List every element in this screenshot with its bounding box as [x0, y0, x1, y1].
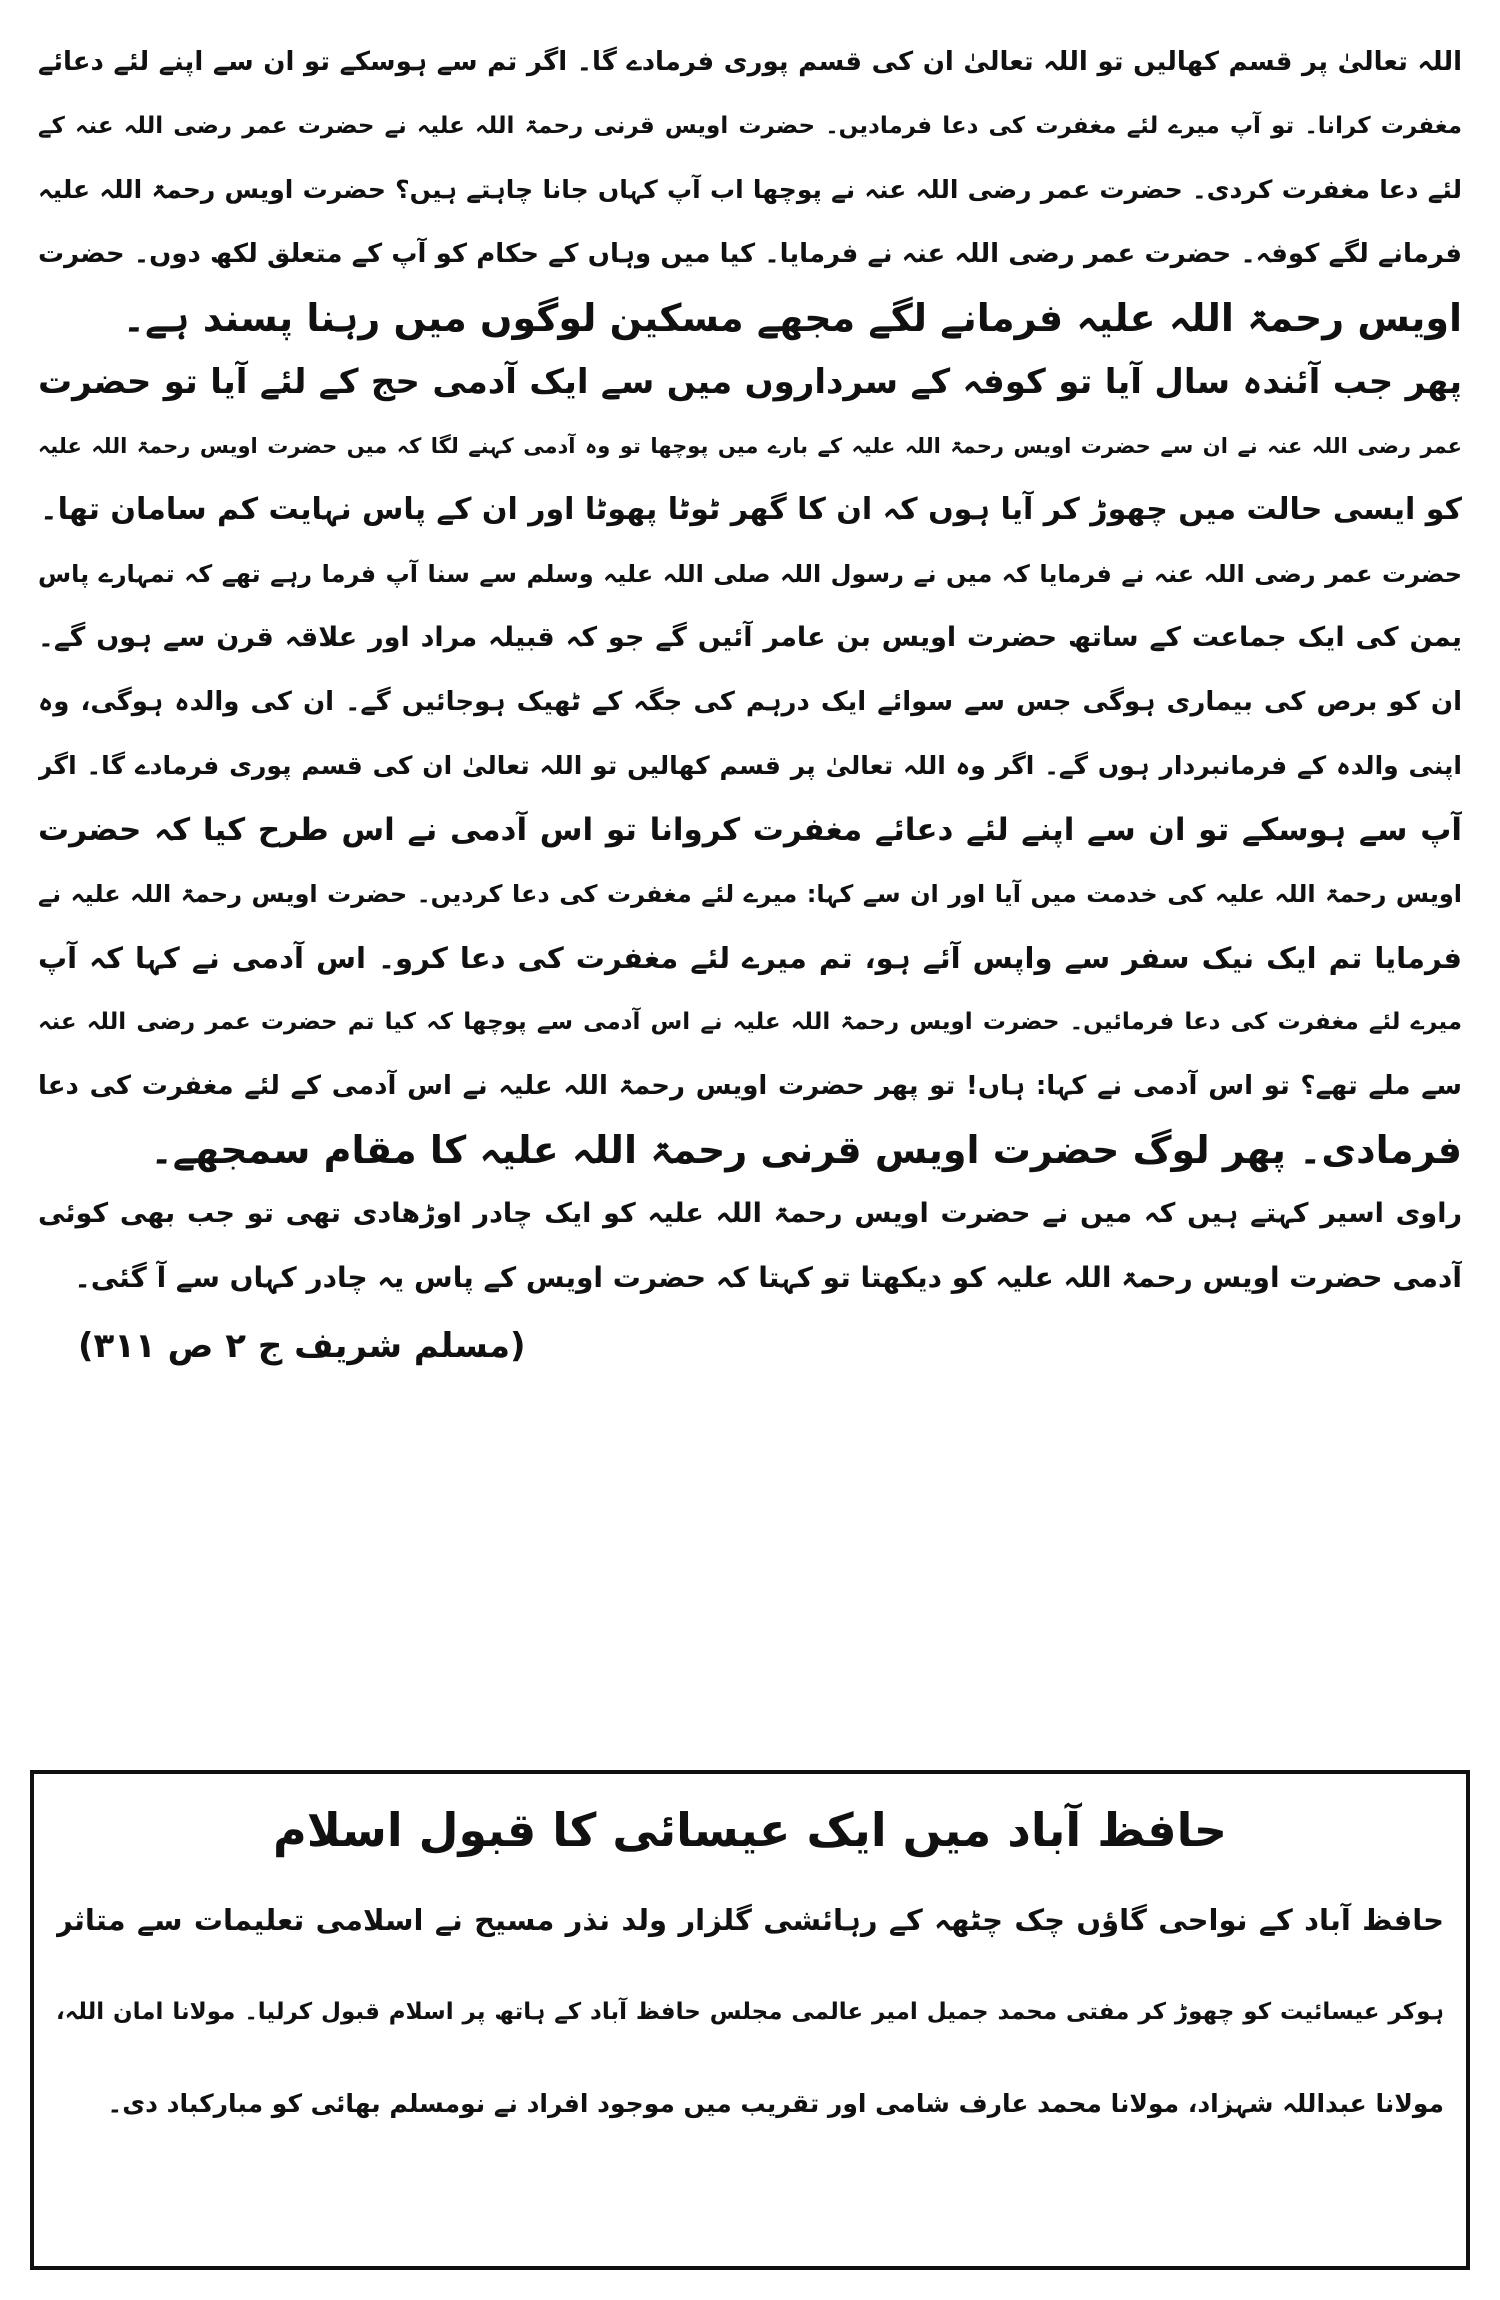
news-box — [30, 1770, 1470, 2270]
article-line: اویس رحمۃ اللہ علیہ فرمانے لگے مجھے مسکین لوگوں میں رہنا پسند ہے۔ — [122, 296, 1462, 340]
news-box-line: مولانا عبداللہ شہزاد، مولانا محمد عارف شامی اور تقریب میں موجود افراد نے نومسلم بھائی کو مبارکباد دی۔ — [107, 2089, 1444, 2118]
article-line: یمن کی ایک جماعت کے ساتھ حضرت اویس بن عامر آئیں گے جو کہ قبیلہ مراد اور علاقہ قرن سے ہوں گے۔ — [38, 622, 1462, 653]
article-line: پھر جب آئندہ سال آیا تو کوفہ کے سرداروں میں سے ایک آدمی حج کے لئے آیا تو حضرت — [38, 362, 1462, 402]
article-line: عمر رضی اللہ عنہ نے ان سے حضرت اویس رحمۃ اللہ علیہ کے بارے میں پوچھا تو وہ آدمی کہنے لگا کہ میں حضرت اویس رحمۃ اللہ علیہ — [38, 434, 1462, 458]
article-line: میرے لئے مغفرت کی دعا فرمائیں۔ حضرت اویس رحمۃ اللہ علیہ نے اس آدمی سے پوچھا کہ کیا تم حضرت عمر رضی اللہ عنہ — [38, 1009, 1462, 1035]
news-box-title: حافظ آباد میں ایک عیسائی کا قبول اسلام — [272, 1803, 1228, 1857]
article-line: حضرت عمر رضی اللہ عنہ نے فرمایا کہ میں نے رسول اللہ صلی اللہ علیہ وسلم سے سنا آپ فرما رہے تھے کہ تمہارے پاس — [38, 560, 1462, 588]
article-body — [38, 30, 1462, 1376]
article-line: اللہ تعالیٰ پر قسم کھالیں تو اللہ تعالیٰ ان کی قسم پوری فرمادے گا۔ اگر تم سے ہوسکے تو ان سے اپنے لئے دعائے — [38, 47, 1462, 77]
citation: (مسلم شریف ج ۲ ص ۳۱۱) — [78, 1326, 526, 1366]
article-line: سے ملے تھے؟ تو اس آدمی نے کہا: ہاں! تو پھر حضرت اویس رحمۃ اللہ علیہ نے اس آدمی کے لئے مغفرت کی دعا — [38, 1071, 1462, 1101]
article-line: لئے دعا مغفرت کردی۔ حضرت عمر رضی اللہ عنہ نے پوچھا اب آپ کہاں جانا چاہتے ہیں؟ حضرت اویس رحمۃ اللہ علیہ — [38, 175, 1462, 204]
article-line: اویس رحمۃ اللہ علیہ کی خدمت میں آیا اور ان سے کہا: میرے لئے مغفرت کی دعا کردیں۔ حضرت اویس رحمۃ اللہ علیہ نے — [38, 880, 1462, 908]
article-line: اپنی والدہ کے فرمانبردار ہوں گے۔ اگر وہ اللہ تعالیٰ پر قسم کھالیں تو اللہ تعالیٰ ان کی قسم پوری فرمادے گا۔ اگر — [38, 751, 1462, 780]
article-line: ان کو برص کی بیماری ہوگی جس سے سوائے ایک درہم کی جگہ کے ٹھیک ہوجائیں گے۔ ان کی والدہ ہوگی، وہ — [38, 687, 1462, 717]
news-box-line: ہوکر عیسائیت کو چھوڑ کر مفتی محمد جمیل امیر عالمی مجلس حافظ آباد کے ہاتھ پر اسلام قبول کرلیا۔ مولانا امان اللہ، — [56, 1999, 1444, 2025]
article-line: فرمایا تم ایک نیک سفر سے واپس آئے ہو، تم میرے لئے مغفرت کی دعا کرو۔ اس آدمی نے کہا کہ آپ — [38, 941, 1462, 975]
article-line: آدمی حضرت اویس رحمۃ اللہ علیہ کو دیکھتا تو کہتا کہ حضرت اویس کے پاس یہ چادر کہاں سے آ گئی۔ — [74, 1261, 1462, 1294]
article-line: آپ سے ہوسکے تو ان سے اپنے لئے دعائے مغفرت کروانا تو اس آدمی نے اس طرح کیا کہ حضرت — [38, 812, 1462, 848]
article-line: راوی اسیر کہتے ہیں کہ میں نے حضرت اویس رحمۃ اللہ علیہ کو ایک چادر اوڑھادی تھی تو جب بھی کوئی — [38, 1198, 1462, 1229]
article-line: فرمادی۔ پھر لوگ حضرت اویس قرنی رحمۃ اللہ علیہ کا مقام سمجھے۔ — [150, 1128, 1462, 1172]
news-box-line: حافظ آباد کے نواحی گاؤں چک چٹھہ کے رہائشی گلزار ولد نذر مسیح نے اسلامی تعلیمات سے متاثر — [56, 1903, 1444, 1937]
article-line: مغفرت کرانا۔ تو آپ میرے لئے مغفرت کی دعا فرمادیں۔ حضرت اویس قرنی رحمۃ اللہ علیہ نے حضرت عمر رضی اللہ عنہ کے — [38, 113, 1462, 139]
article-line: فرمانے لگے کوفہ۔ حضرت عمر رضی اللہ عنہ نے فرمایا۔ کیا میں وہاں کے حکام کو آپ کے متعلق لکھ دوں۔ حضرت — [38, 239, 1462, 269]
article-line: کو ایسی حالت میں چھوڑ کر آیا ہوں کہ ان کا گھر ٹوٹا پھوٹا اور ان کے پاس نہایت کم سامان تھا۔ — [40, 492, 1462, 527]
